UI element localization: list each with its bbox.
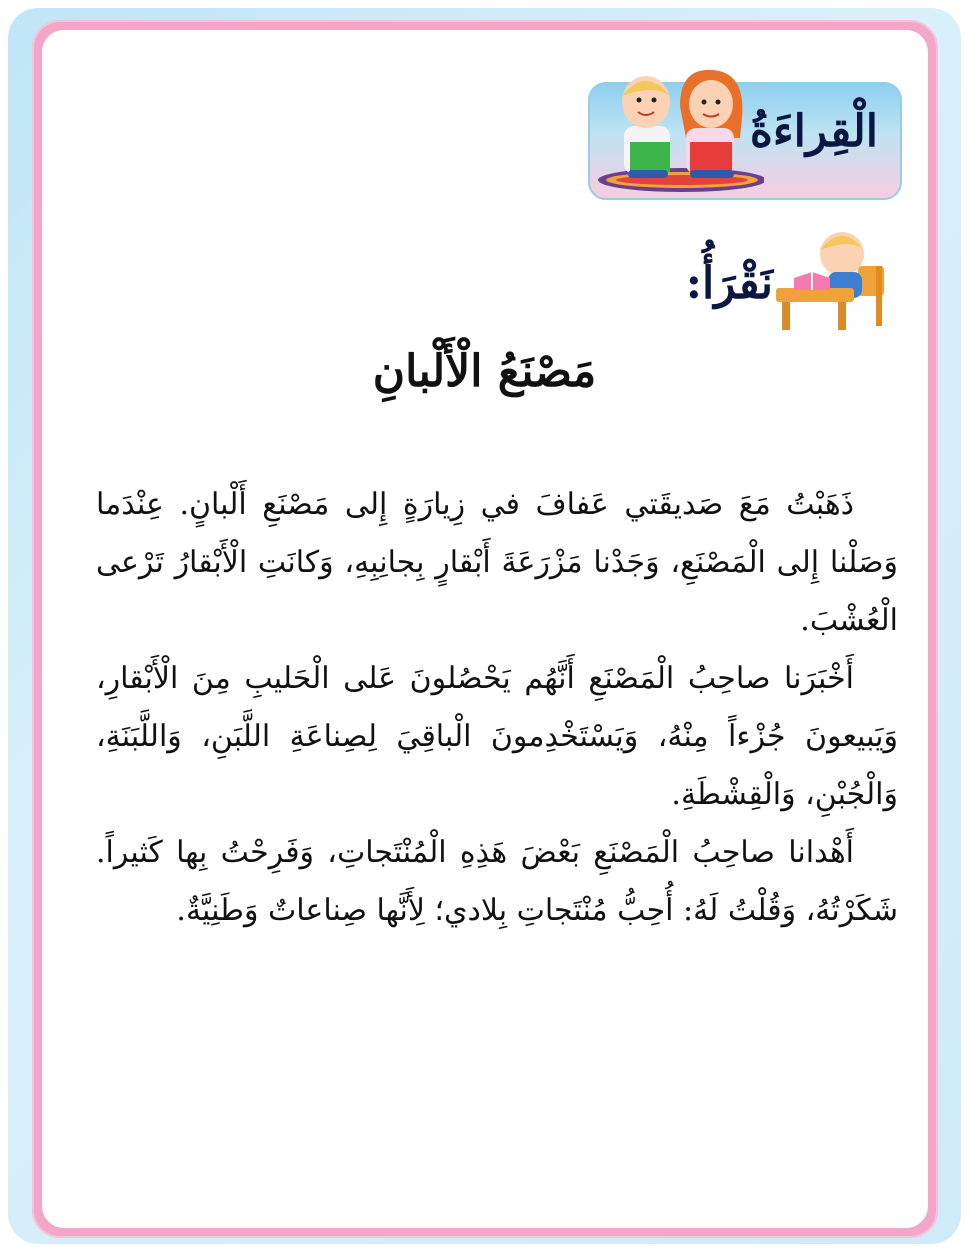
read-label: نَقْرَأُ: [685,258,773,309]
story-title: مَصْنَعُ الْأَلْبانِ [372,346,597,397]
story-paragraph-3: أَهْدانا صاحِبُ الْمَصْنَعِ بَعْضَ هَذِهِ الْمُنْتَجاتِ، وَفَرِحْتُ بِها كَثيراً. شَكَرْتُهُ، وَقُلْتُ لَهُ: أُحِبُّ مُنْتَجاتِ بِلادي؛ لِأَنَّها صِناعاتٌ وَطَنِيَّةٌ. [96,835,898,928]
child-reading-at-desk-icon [772,226,890,332]
section-title: الْقِراءَةُ [749,106,878,157]
story-body [96,476,898,940]
story-paragraph-1: ذَهَبْتُ مَعَ صَديقَتي عَفافَ في زِيارَةٍ إِلى مَصْنَعِ أَلْبانٍ. عِنْدَما وَصَلْنا إِلى الْمَصْنَعِ، وَجَدْنا مَزْرَعَةَ أَبْقارٍ بِجانِبِهِ، وَكانَتِ الْأَبْقارُ تَرْعى الْعُشْبَ. [96,487,898,638]
story-paragraph-2: أَخْبَرَنا صاحِبُ الْمَصْنَعِ أَنَّهُم يَحْصُلونَ عَلى الْحَليبِ مِنَ الْأَبْقارِ، وَيَبيعونَ جُزْءاً مِنْهُ، وَيَسْتَخْدِمونَ الْباقِيَ لِصِناعَةِ اللَّبَنِ، وَاللَّبَنَةِ، وَالْجُبْنِ، وَالْقِشْطَةِ. [96,661,898,812]
section-banner [588,82,902,200]
children-reading-icon [594,66,764,196]
